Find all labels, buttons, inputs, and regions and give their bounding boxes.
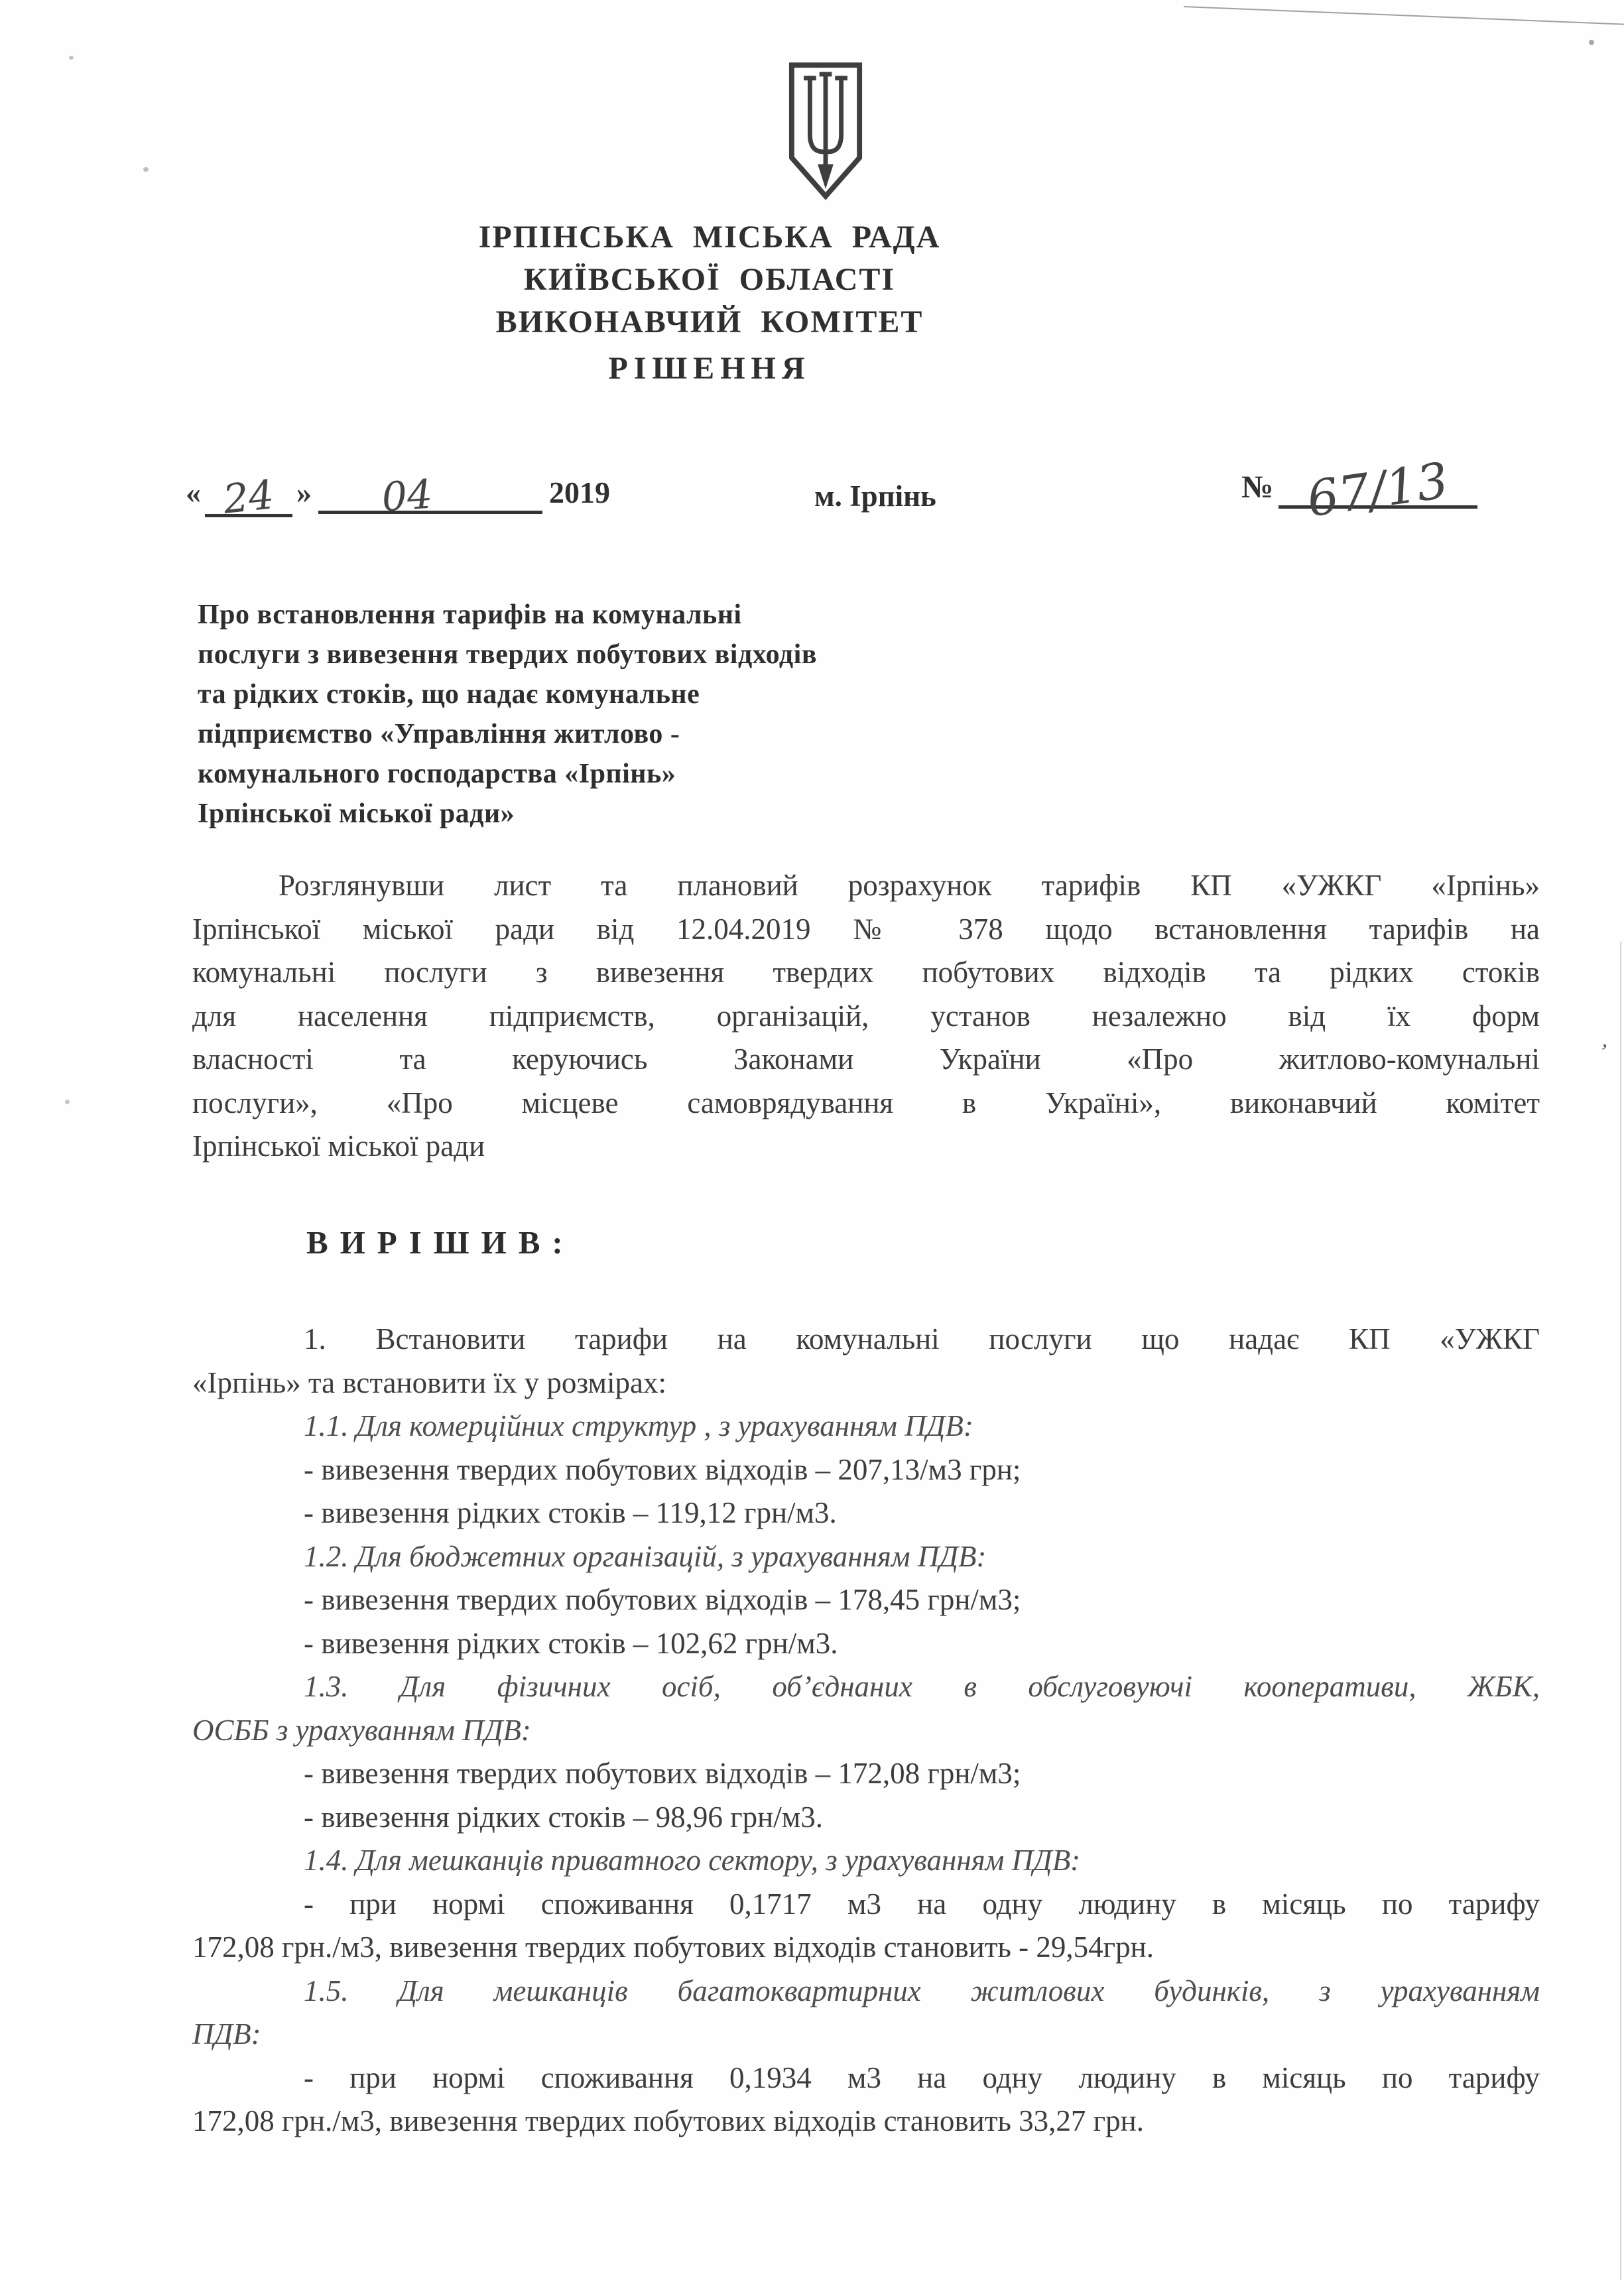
- decision-line: 172,08 грн./м3, вивезення твердих побутових відходів становить - 29,54грн.: [192, 1931, 1154, 1964]
- decision-line: 172,08 грн./м3, вивезення твердих побутових відходів становить 33,27 грн.: [192, 2104, 1144, 2137]
- ukraine-trident-coat-of-arms-icon: [786, 61, 865, 202]
- decision-line: - вивезення твердих побутових відходів – 172,08 грн/м3;: [304, 1757, 1021, 1790]
- date-field: [186, 471, 610, 523]
- dateline: [0, 452, 1624, 550]
- decision-line: 1.5. Для мешканців багатоквартирних житлових будинків, з урахуванням: [304, 1974, 1540, 2007]
- handwritten-day: 24: [221, 472, 277, 523]
- scan-speckle: [69, 56, 74, 60]
- decision-line: ПДВ:: [192, 2017, 261, 2051]
- org-name-line: ІРПІНСЬКА МІСЬКА РАДА: [478, 220, 941, 255]
- subject-line: послуги з вивезення твердих побутових відходів: [198, 639, 817, 670]
- decision-line: - вивезення твердих побутових відходів – 207,13/м3 грн;: [304, 1452, 1021, 1486]
- decision-line: 1.4. Для мешканців приватного сектору, з урахуванням ПДВ:: [304, 1844, 1081, 1877]
- decision-line: 1.2. Для бюджетних організацій, з урахуванням ПДВ:: [304, 1539, 987, 1573]
- subject-block: [198, 595, 980, 834]
- decision-line: - при нормі споживання 0,1717 м3 на одну людину в місяць по тарифу: [304, 1887, 1540, 1921]
- decision-line: - вивезення твердих побутових відходів – 178,45 грн/м3;: [304, 1583, 1021, 1616]
- open-quote: «: [186, 475, 201, 509]
- handwritten-month: 04: [380, 471, 434, 521]
- decision-line: - вивезення рідких стоків – 98,96 грн/м3.: [304, 1800, 823, 1834]
- decision-line: 1. Встановити тарифи на комунальні послуги що надає КП «УЖКГ: [304, 1322, 1540, 1356]
- subject-line: Ірпінської міської ради»: [198, 798, 515, 829]
- number-sign: №: [1241, 470, 1274, 505]
- close-quote: »: [296, 475, 312, 509]
- number-underline-slot: [1279, 452, 1477, 529]
- subject-line: підприємство «Управління житлово -: [198, 719, 680, 749]
- scan-artifact-right-edge: [1620, 942, 1621, 2280]
- subject-line: Про встановлення тарифів на комунальні: [198, 600, 742, 630]
- scan-speckle-mark: ’: [1597, 1039, 1610, 1065]
- letterhead: [0, 216, 1419, 390]
- city-label: м. Ірпінь: [814, 479, 936, 513]
- subject-line: комунального господарства «Ірпінь»: [198, 759, 676, 789]
- decision-list: [192, 1318, 1540, 2143]
- document-number-field: [1241, 452, 1477, 529]
- preamble-line: Ірпінської міської ради: [192, 1129, 485, 1163]
- decision-line: - вивезення рідких стоків – 102,62 грн/м3.: [304, 1626, 838, 1660]
- preamble-line: Розглянувши лист та плановий розрахунок тарифів КП «УЖКГ «Ірпінь»: [279, 869, 1540, 902]
- preamble-line: Ірпінської міської ради від 12.04.2019 № 378 щодо встановлення тарифів на: [192, 912, 1540, 946]
- preamble-paragraph: [192, 864, 1540, 1169]
- committee-line: ВИКОНАВЧИЙ КОМІТЕТ: [495, 304, 924, 340]
- scan-speckle: [143, 167, 149, 172]
- handwritten-number: 67/13: [1303, 452, 1452, 529]
- decision-line: 1.1. Для комерційних структур , з урахуванням ПДВ:: [304, 1409, 973, 1442]
- scan-speckle: [65, 1100, 70, 1104]
- preamble-line: комунальні послуги з вивезення твердих побутових відходів та рідких стоків: [192, 956, 1540, 989]
- scan-speckle: [1589, 40, 1594, 45]
- month-underline-slot: [318, 471, 542, 521]
- decision-line: - вивезення рідких стоків – 119,12 грн/м3.: [304, 1496, 837, 1529]
- preamble-line: послуги», «Про місцеве самоврядування в Україні», виконавчий комітет: [192, 1086, 1540, 1119]
- decision-line: 1.3. Для фізичних осіб, об’єднаних в обслуговуючі кооперативи, ЖБК,: [304, 1670, 1540, 1703]
- subject-line: та рідких стоків, що надає комунальне: [198, 679, 700, 710]
- decision-line: - при нормі споживання 0,1934 м3 на одну людину в місяць по тарифу: [304, 2060, 1540, 2094]
- year-label: 2019: [549, 475, 610, 509]
- resolved-heading: ВИРІШИВ:: [306, 1224, 575, 1261]
- region-line: КИЇВСЬКОЇ ОБЛАСТІ: [523, 262, 896, 297]
- preamble-line: для населення підприємств, організацій, установ незалежно від їх форм: [192, 999, 1540, 1033]
- scan-artifact-top-line: [1184, 6, 1624, 26]
- decision-line: ОСББ з урахуванням ПДВ:: [192, 1713, 531, 1747]
- day-underline-slot: [205, 472, 292, 523]
- document-type-title: РІШЕННЯ: [608, 351, 811, 386]
- decision-line: «Ірпінь» та встановити їх у розмірах:: [192, 1365, 667, 1399]
- preamble-line: власності та керуючись Законами України «Про житлово-комунальні: [192, 1043, 1540, 1076]
